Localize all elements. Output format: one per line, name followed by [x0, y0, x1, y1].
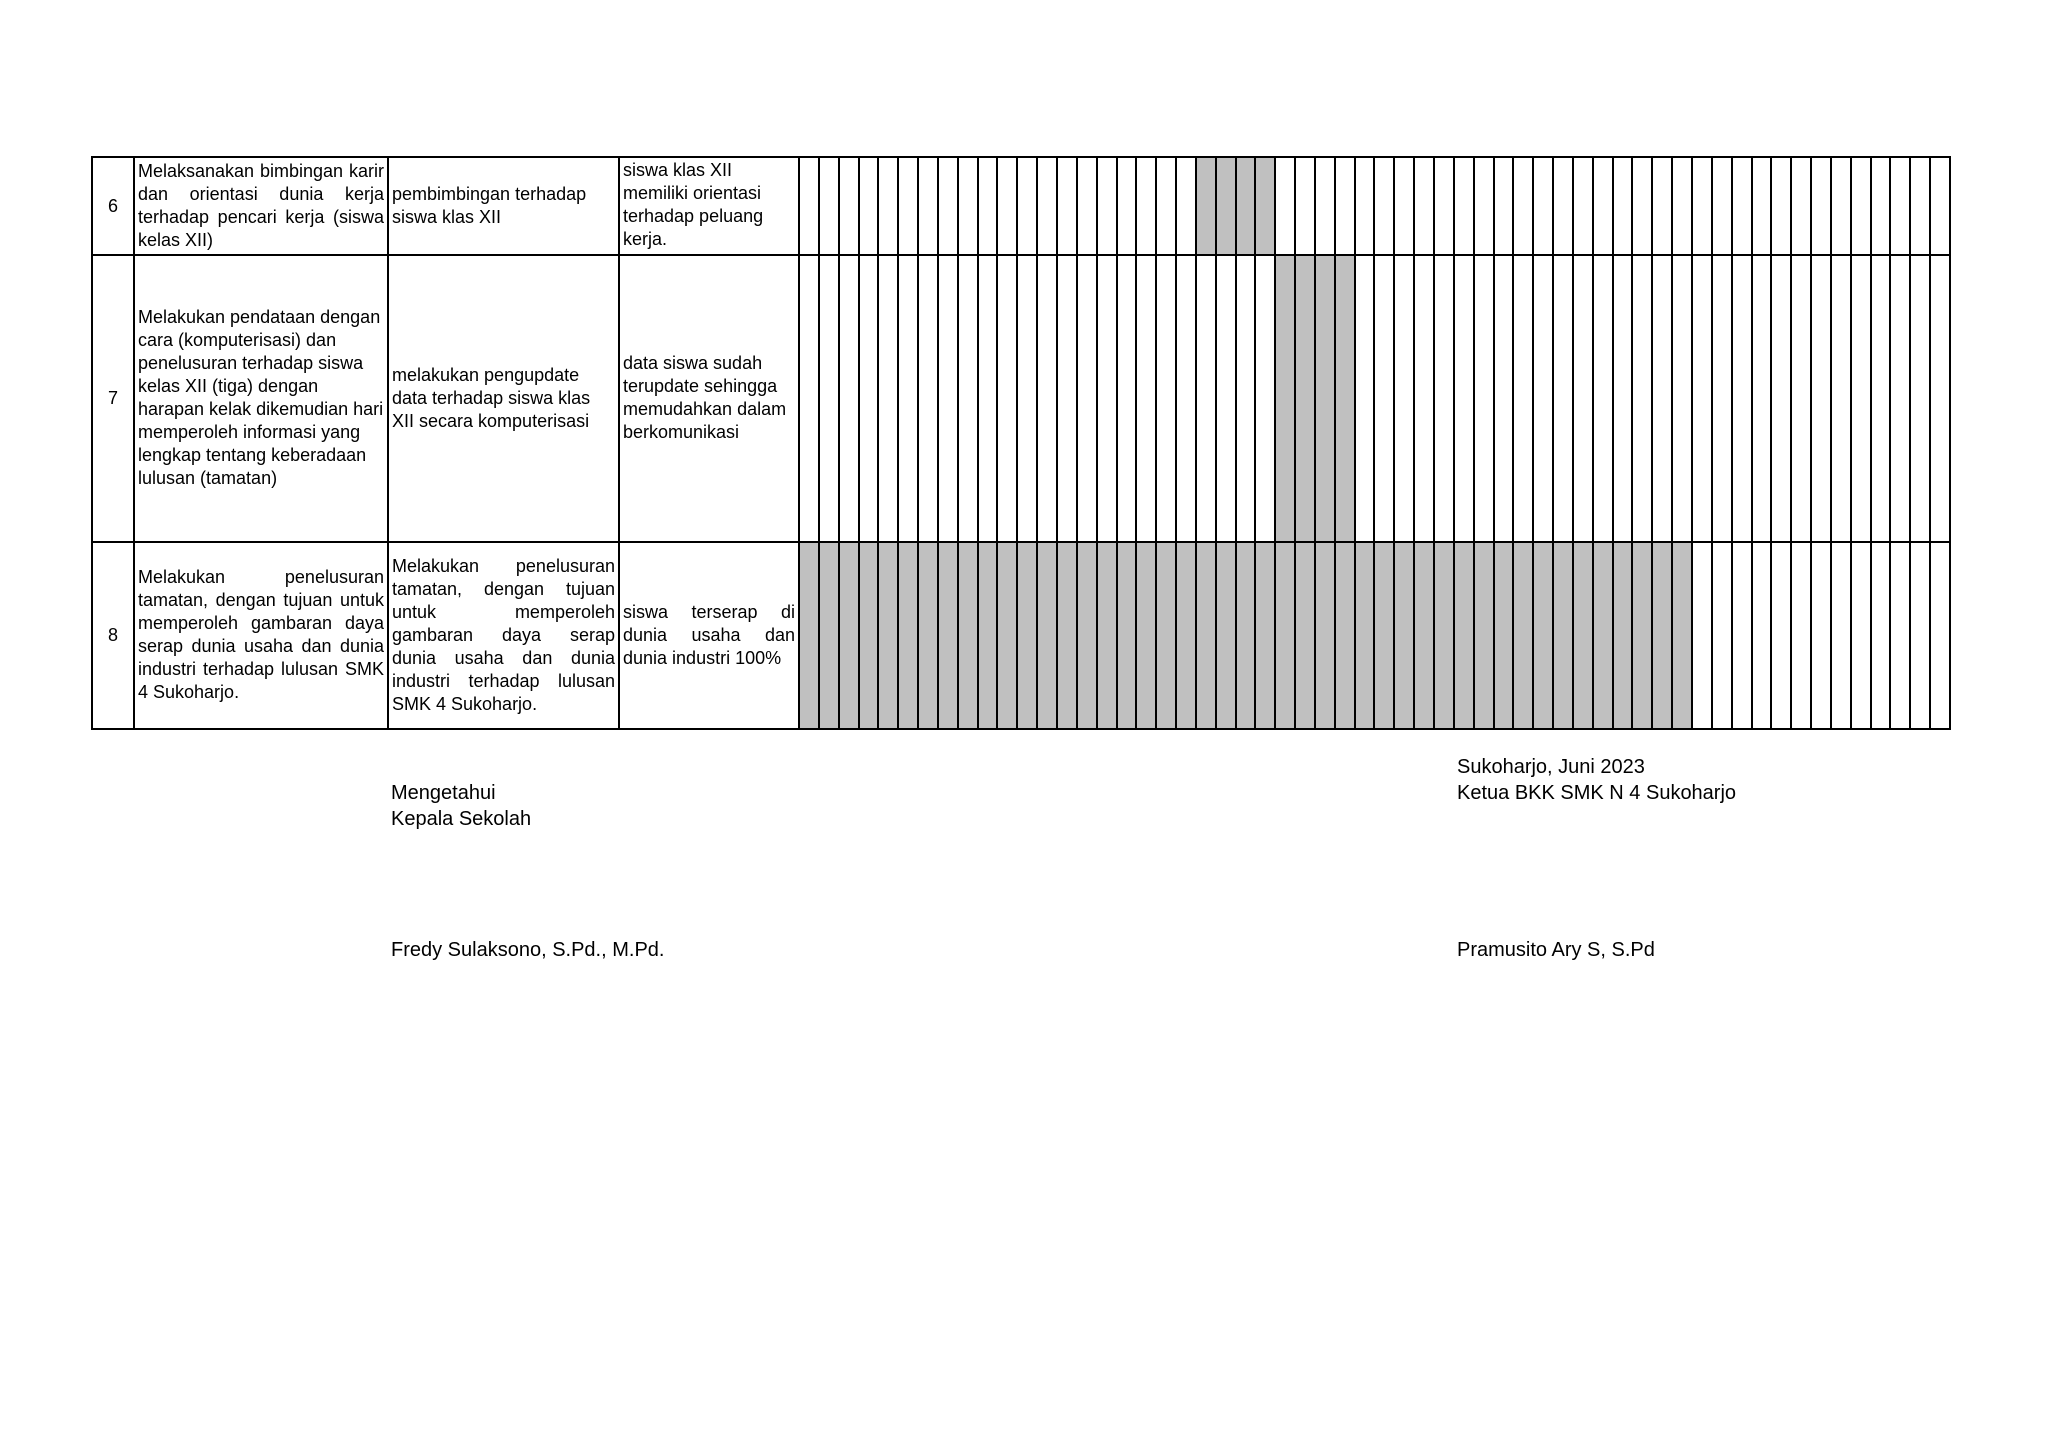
- week-cell-active: [1573, 542, 1593, 729]
- week-cell: [1573, 255, 1593, 542]
- week-cell: [1712, 157, 1732, 255]
- week-cell-active: [1553, 542, 1573, 729]
- week-cell: [997, 255, 1017, 542]
- week-cell: [1771, 542, 1791, 729]
- right-signature-role: Ketua BKK SMK N 4 Sukoharjo: [1457, 782, 1737, 804]
- week-cell-active: [1533, 542, 1553, 729]
- week-cell: [1176, 255, 1196, 542]
- right-signature-name: Pramusito Ary S, S.Pd: [1457, 939, 1655, 961]
- cell-hasil: data siswa sudah terupdate sehingga memudahkan dalam berkomunikasi: [619, 255, 799, 542]
- week-cell-active: [1335, 542, 1355, 729]
- week-cell: [1553, 255, 1573, 542]
- week-cell: [1811, 157, 1831, 255]
- week-cell: [978, 157, 998, 255]
- week-cell: [1097, 255, 1117, 542]
- week-cell: [799, 255, 819, 542]
- week-cell: [819, 157, 839, 255]
- week-cell: [839, 157, 859, 255]
- week-cell: [1394, 255, 1414, 542]
- program-schedule-table: [91, 156, 1951, 730]
- week-cell-active: [1454, 542, 1474, 729]
- week-cell-active: [1672, 542, 1692, 729]
- row-number: 6: [92, 157, 134, 255]
- week-cell: [1295, 157, 1315, 255]
- cell-hasil: siswa klas XII memiliki orientasi terhadap peluang kerja.: [619, 157, 799, 255]
- week-cell-active: [1335, 255, 1355, 542]
- week-cell: [819, 255, 839, 542]
- week-cell-active: [1632, 542, 1652, 729]
- week-cell: [1831, 255, 1851, 542]
- week-cell: [1752, 157, 1772, 255]
- week-cell: [1593, 157, 1613, 255]
- week-cell: [1712, 542, 1732, 729]
- week-cell: [1335, 157, 1355, 255]
- week-cell-active: [918, 542, 938, 729]
- week-cell: [918, 255, 938, 542]
- week-cell-active: [1315, 542, 1335, 729]
- week-cell-active: [997, 542, 1017, 729]
- week-cell: [1513, 255, 1533, 542]
- week-cell: [1513, 157, 1533, 255]
- week-cell-active: [1355, 542, 1375, 729]
- week-cell-active: [1374, 542, 1394, 729]
- week-cell: [1156, 255, 1176, 542]
- week-cell: [1930, 255, 1950, 542]
- week-cell-active: [1394, 542, 1414, 729]
- week-cell-active: [878, 542, 898, 729]
- week-cell-active: [839, 542, 859, 729]
- cell-kegiatan: Melakukan pendataan dengan cara (komputerisasi) dan penelusuran terhadap siswa kelas XII (tiga) dengan harapan kelak dikemudian hari memperoleh informasi yang lengkap tentang keberadaan lulusan (tamatan): [134, 255, 388, 542]
- week-cell: [978, 255, 998, 542]
- week-cell-active: [1037, 542, 1057, 729]
- week-cell: [1613, 157, 1633, 255]
- week-cell-active: [1097, 542, 1117, 729]
- week-cell: [1712, 255, 1732, 542]
- week-cell: [1533, 255, 1553, 542]
- week-cell: [1910, 255, 1930, 542]
- week-cell: [1414, 255, 1434, 542]
- week-cell: [1593, 255, 1613, 542]
- week-cell: [1771, 157, 1791, 255]
- week-cell: [1474, 255, 1494, 542]
- week-cell-active: [1176, 542, 1196, 729]
- week-cell: [1117, 157, 1137, 255]
- week-cell: [1831, 542, 1851, 729]
- week-cell-active: [799, 542, 819, 729]
- week-cell: [1394, 157, 1414, 255]
- week-cell: [1037, 157, 1057, 255]
- week-cell: [1057, 157, 1077, 255]
- week-cell: [938, 255, 958, 542]
- week-cell: [1672, 157, 1692, 255]
- week-cell: [1910, 157, 1930, 255]
- week-cell: [1652, 157, 1672, 255]
- week-cell: [938, 157, 958, 255]
- week-cell-active: [898, 542, 918, 729]
- week-cell: [1236, 255, 1256, 542]
- week-cell: [1632, 255, 1652, 542]
- week-cell: [799, 157, 819, 255]
- week-cell: [898, 255, 918, 542]
- cell-cara: pembimbingan terhadap siswa klas XII: [388, 157, 619, 255]
- week-cell: [958, 157, 978, 255]
- left-signature-role: Kepala Sekolah: [391, 808, 532, 830]
- week-cell: [1692, 255, 1712, 542]
- week-cell: [1434, 255, 1454, 542]
- week-cell: [878, 157, 898, 255]
- week-cell: [1811, 255, 1831, 542]
- week-cell: [1255, 255, 1275, 542]
- week-cell: [1613, 255, 1633, 542]
- week-cell: [1732, 157, 1752, 255]
- week-cell-active: [1295, 542, 1315, 729]
- week-cell: [1355, 157, 1375, 255]
- cell-cara: Melakukan penelusuran tamatan, dengan tujuan untuk memperoleh gambaran daya serap dunia usaha dan dunia industri terhadap lulusan SMK 4 Sukoharjo.: [388, 542, 619, 729]
- table-row: [92, 157, 1950, 255]
- week-cell-active: [1077, 542, 1097, 729]
- week-cell: [1871, 255, 1891, 542]
- week-cell: [1573, 157, 1593, 255]
- week-cell: [1791, 157, 1811, 255]
- week-cell-active: [1652, 542, 1672, 729]
- week-cell: [878, 255, 898, 542]
- week-cell: [1851, 255, 1871, 542]
- week-cell-active: [1216, 157, 1236, 255]
- week-cell: [1632, 157, 1652, 255]
- week-cell-active: [1434, 542, 1454, 729]
- week-cell: [898, 157, 918, 255]
- week-cell-active: [1474, 542, 1494, 729]
- week-cell: [1791, 542, 1811, 729]
- week-cell-active: [978, 542, 998, 729]
- week-cell: [1851, 542, 1871, 729]
- week-cell: [1732, 542, 1752, 729]
- week-cell: [1910, 542, 1930, 729]
- week-cell: [1374, 255, 1394, 542]
- week-cell: [1176, 157, 1196, 255]
- week-cell: [1533, 157, 1553, 255]
- week-cell: [1553, 157, 1573, 255]
- week-cell: [1454, 157, 1474, 255]
- week-cell: [1414, 157, 1434, 255]
- week-cell-active: [1196, 542, 1216, 729]
- week-cell: [1494, 157, 1514, 255]
- cell-kegiatan: Melaksanakan bimbingan karir dan orientasi dunia kerja terhadap pencari kerja (siswa kelas XII): [134, 157, 388, 255]
- week-cell: [1771, 255, 1791, 542]
- week-cell-active: [1117, 542, 1137, 729]
- week-cell: [1752, 255, 1772, 542]
- week-cell-active: [1136, 542, 1156, 729]
- week-cell: [1871, 542, 1891, 729]
- week-cell-active: [1255, 542, 1275, 729]
- week-cell: [1752, 542, 1772, 729]
- week-cell: [1434, 157, 1454, 255]
- week-cell: [1037, 255, 1057, 542]
- week-cell: [1196, 255, 1216, 542]
- week-cell: [1732, 255, 1752, 542]
- week-cell: [1672, 255, 1692, 542]
- week-cell-active: [1196, 157, 1216, 255]
- week-cell: [1275, 157, 1295, 255]
- week-cell-active: [1255, 157, 1275, 255]
- week-cell-active: [1494, 542, 1514, 729]
- week-cell: [1890, 542, 1910, 729]
- week-cell: [859, 255, 879, 542]
- week-cell: [1017, 157, 1037, 255]
- week-cell: [1017, 255, 1037, 542]
- week-cell-active: [1513, 542, 1533, 729]
- week-cell-active: [1236, 542, 1256, 729]
- cell-kegiatan: Melakukan penelusuran tamatan, dengan tujuan untuk memperoleh gambaran daya serap dunia usaha dan dunia industri terhadap lulusan SMK 4 Sukoharjo.: [134, 542, 388, 729]
- week-cell: [839, 255, 859, 542]
- week-cell: [918, 157, 938, 255]
- week-cell-active: [1156, 542, 1176, 729]
- week-cell: [1871, 157, 1891, 255]
- week-cell: [1077, 157, 1097, 255]
- cell-cara: melakukan pengupdate data terhadap siswa klas XII secara komputerisasi: [388, 255, 619, 542]
- week-cell: [1692, 542, 1712, 729]
- week-cell: [1890, 255, 1910, 542]
- table-row: [92, 255, 1950, 542]
- week-cell: [1494, 255, 1514, 542]
- week-cell: [1692, 157, 1712, 255]
- week-cell: [1097, 157, 1117, 255]
- table-row: [92, 542, 1950, 729]
- week-cell: [1851, 157, 1871, 255]
- left-signature-name: Fredy Sulaksono, S.Pd., M.Pd.: [391, 939, 665, 961]
- week-cell-active: [1236, 157, 1256, 255]
- week-cell-active: [1275, 542, 1295, 729]
- week-cell: [1117, 255, 1137, 542]
- week-cell-active: [1275, 255, 1295, 542]
- week-cell-active: [1613, 542, 1633, 729]
- week-cell-active: [1295, 255, 1315, 542]
- week-cell-active: [1593, 542, 1613, 729]
- cell-hasil: siswa terserap di dunia usaha dan dunia industri 100%: [619, 542, 799, 729]
- week-cell: [1890, 157, 1910, 255]
- week-cell-active: [1057, 542, 1077, 729]
- week-cell: [1216, 255, 1236, 542]
- week-cell: [1474, 157, 1494, 255]
- week-cell-active: [1216, 542, 1236, 729]
- row-number: 7: [92, 255, 134, 542]
- week-cell: [958, 255, 978, 542]
- week-cell: [1831, 157, 1851, 255]
- week-cell-active: [958, 542, 978, 729]
- week-cell: [1136, 157, 1156, 255]
- week-cell: [1315, 157, 1335, 255]
- week-cell: [1374, 157, 1394, 255]
- week-cell-active: [1315, 255, 1335, 542]
- week-cell: [859, 157, 879, 255]
- week-cell: [1136, 255, 1156, 542]
- week-cell: [1156, 157, 1176, 255]
- week-cell: [1811, 542, 1831, 729]
- row-number: 8: [92, 542, 134, 729]
- week-cell: [1355, 255, 1375, 542]
- right-signature-place-date: Sukoharjo, Juni 2023: [1457, 756, 1645, 778]
- week-cell-active: [819, 542, 839, 729]
- week-cell-active: [1017, 542, 1037, 729]
- left-signature-greeting: Mengetahui: [391, 782, 496, 804]
- week-cell: [997, 157, 1017, 255]
- week-cell-active: [859, 542, 879, 729]
- week-cell: [1930, 542, 1950, 729]
- week-cell: [1791, 255, 1811, 542]
- week-cell: [1930, 157, 1950, 255]
- week-cell: [1077, 255, 1097, 542]
- week-cell-active: [1414, 542, 1434, 729]
- week-cell: [1652, 255, 1672, 542]
- week-cell: [1057, 255, 1077, 542]
- week-cell-active: [938, 542, 958, 729]
- week-cell: [1454, 255, 1474, 542]
